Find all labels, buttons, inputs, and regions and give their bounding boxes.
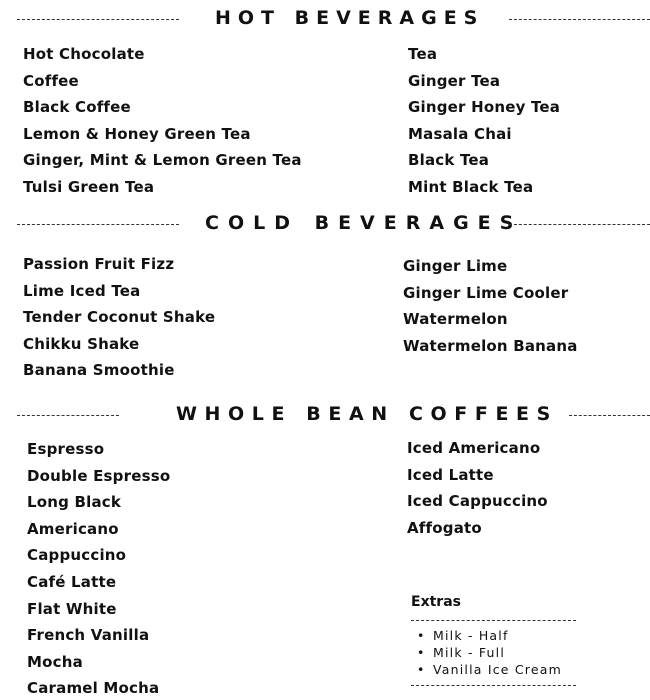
cold-left-column bbox=[23, 254, 215, 387]
coffee-rule-right bbox=[569, 415, 650, 416]
bullet-icon: • bbox=[417, 662, 426, 677]
extras-item-label: Milk - Half bbox=[433, 628, 509, 643]
list-item: Watermelon Banana bbox=[403, 336, 578, 355]
list-item: Ginger Lime bbox=[403, 257, 508, 275]
cold-right-column bbox=[403, 256, 578, 362]
list-item: Coffee bbox=[23, 71, 79, 90]
list-item: Masala Chai bbox=[408, 124, 512, 143]
list-item: Cappuccino bbox=[27, 546, 127, 565]
list-item: Mocha bbox=[27, 652, 83, 671]
list-item: Banana Smoothie bbox=[23, 361, 175, 380]
extras-heading: Extras bbox=[411, 594, 461, 610]
list-item bbox=[413, 627, 562, 644]
list-item: French Vanilla bbox=[27, 626, 150, 645]
list-item: Tulsi Green Tea bbox=[23, 177, 155, 196]
list-item: Long Black bbox=[27, 493, 122, 512]
list-item: Double Espresso bbox=[27, 466, 171, 485]
list-item: Iced Cappuccino bbox=[407, 492, 548, 511]
list-item: Chikku Shake bbox=[23, 334, 140, 353]
list-item: Affogato bbox=[407, 518, 482, 537]
list-item: Lime Iced Tea bbox=[23, 281, 141, 300]
list-item: Ginger Honey Tea bbox=[408, 98, 561, 117]
cold-rule-right bbox=[509, 224, 650, 225]
bullet-icon: • bbox=[417, 628, 426, 643]
list-item: Iced Americano bbox=[407, 439, 541, 457]
list-item: Passion Fruit Fizz bbox=[23, 255, 175, 273]
cold-rule-left bbox=[17, 224, 179, 225]
hot-beverages-heading: HOT BEVERAGES bbox=[215, 7, 485, 29]
list-item: Tender Coconut Shake bbox=[23, 308, 216, 327]
coffee-right-column bbox=[407, 438, 548, 544]
extras-rule-top bbox=[411, 620, 576, 621]
cold-beverages-heading: COLD BEVERAGES bbox=[205, 212, 523, 234]
list-item: Iced Latte bbox=[407, 465, 494, 484]
list-item: Ginger Tea bbox=[408, 71, 501, 90]
list-item: Americano bbox=[27, 519, 119, 538]
list-item: Café Latte bbox=[27, 572, 117, 591]
hot-right-column bbox=[408, 44, 560, 204]
list-item: Black Tea bbox=[408, 151, 490, 170]
extras-list bbox=[413, 627, 562, 678]
list-item: Lemon & Honey Green Tea bbox=[23, 124, 251, 143]
list-item: Watermelon bbox=[403, 310, 508, 329]
list-item: Black Coffee bbox=[23, 98, 131, 117]
list-item bbox=[413, 661, 562, 678]
hot-rule-right bbox=[509, 19, 650, 20]
list-item: Ginger, Mint & Lemon Green Tea bbox=[23, 151, 302, 170]
whole-bean-coffees-heading: WHOLE BEAN COFFEES bbox=[176, 403, 558, 425]
coffee-rule-left bbox=[17, 415, 119, 416]
extras-rule-bottom bbox=[411, 685, 576, 686]
list-item: Flat White bbox=[27, 599, 117, 618]
list-item: Tea bbox=[408, 45, 438, 63]
list-item: Hot Chocolate bbox=[23, 45, 145, 63]
extras-item-label: Vanilla Ice Cream bbox=[433, 662, 562, 677]
list-item: Caramel Mocha bbox=[27, 679, 160, 698]
bullet-icon: • bbox=[417, 645, 426, 660]
coffee-left-column bbox=[27, 439, 170, 698]
hot-rule-left bbox=[17, 19, 179, 20]
extras-item-label: Milk - Full bbox=[433, 645, 506, 660]
list-item: Espresso bbox=[27, 440, 105, 458]
list-item bbox=[413, 644, 562, 661]
list-item: Ginger Lime Cooler bbox=[403, 283, 569, 302]
list-item: Mint Black Tea bbox=[408, 177, 534, 196]
hot-left-column bbox=[23, 44, 302, 204]
